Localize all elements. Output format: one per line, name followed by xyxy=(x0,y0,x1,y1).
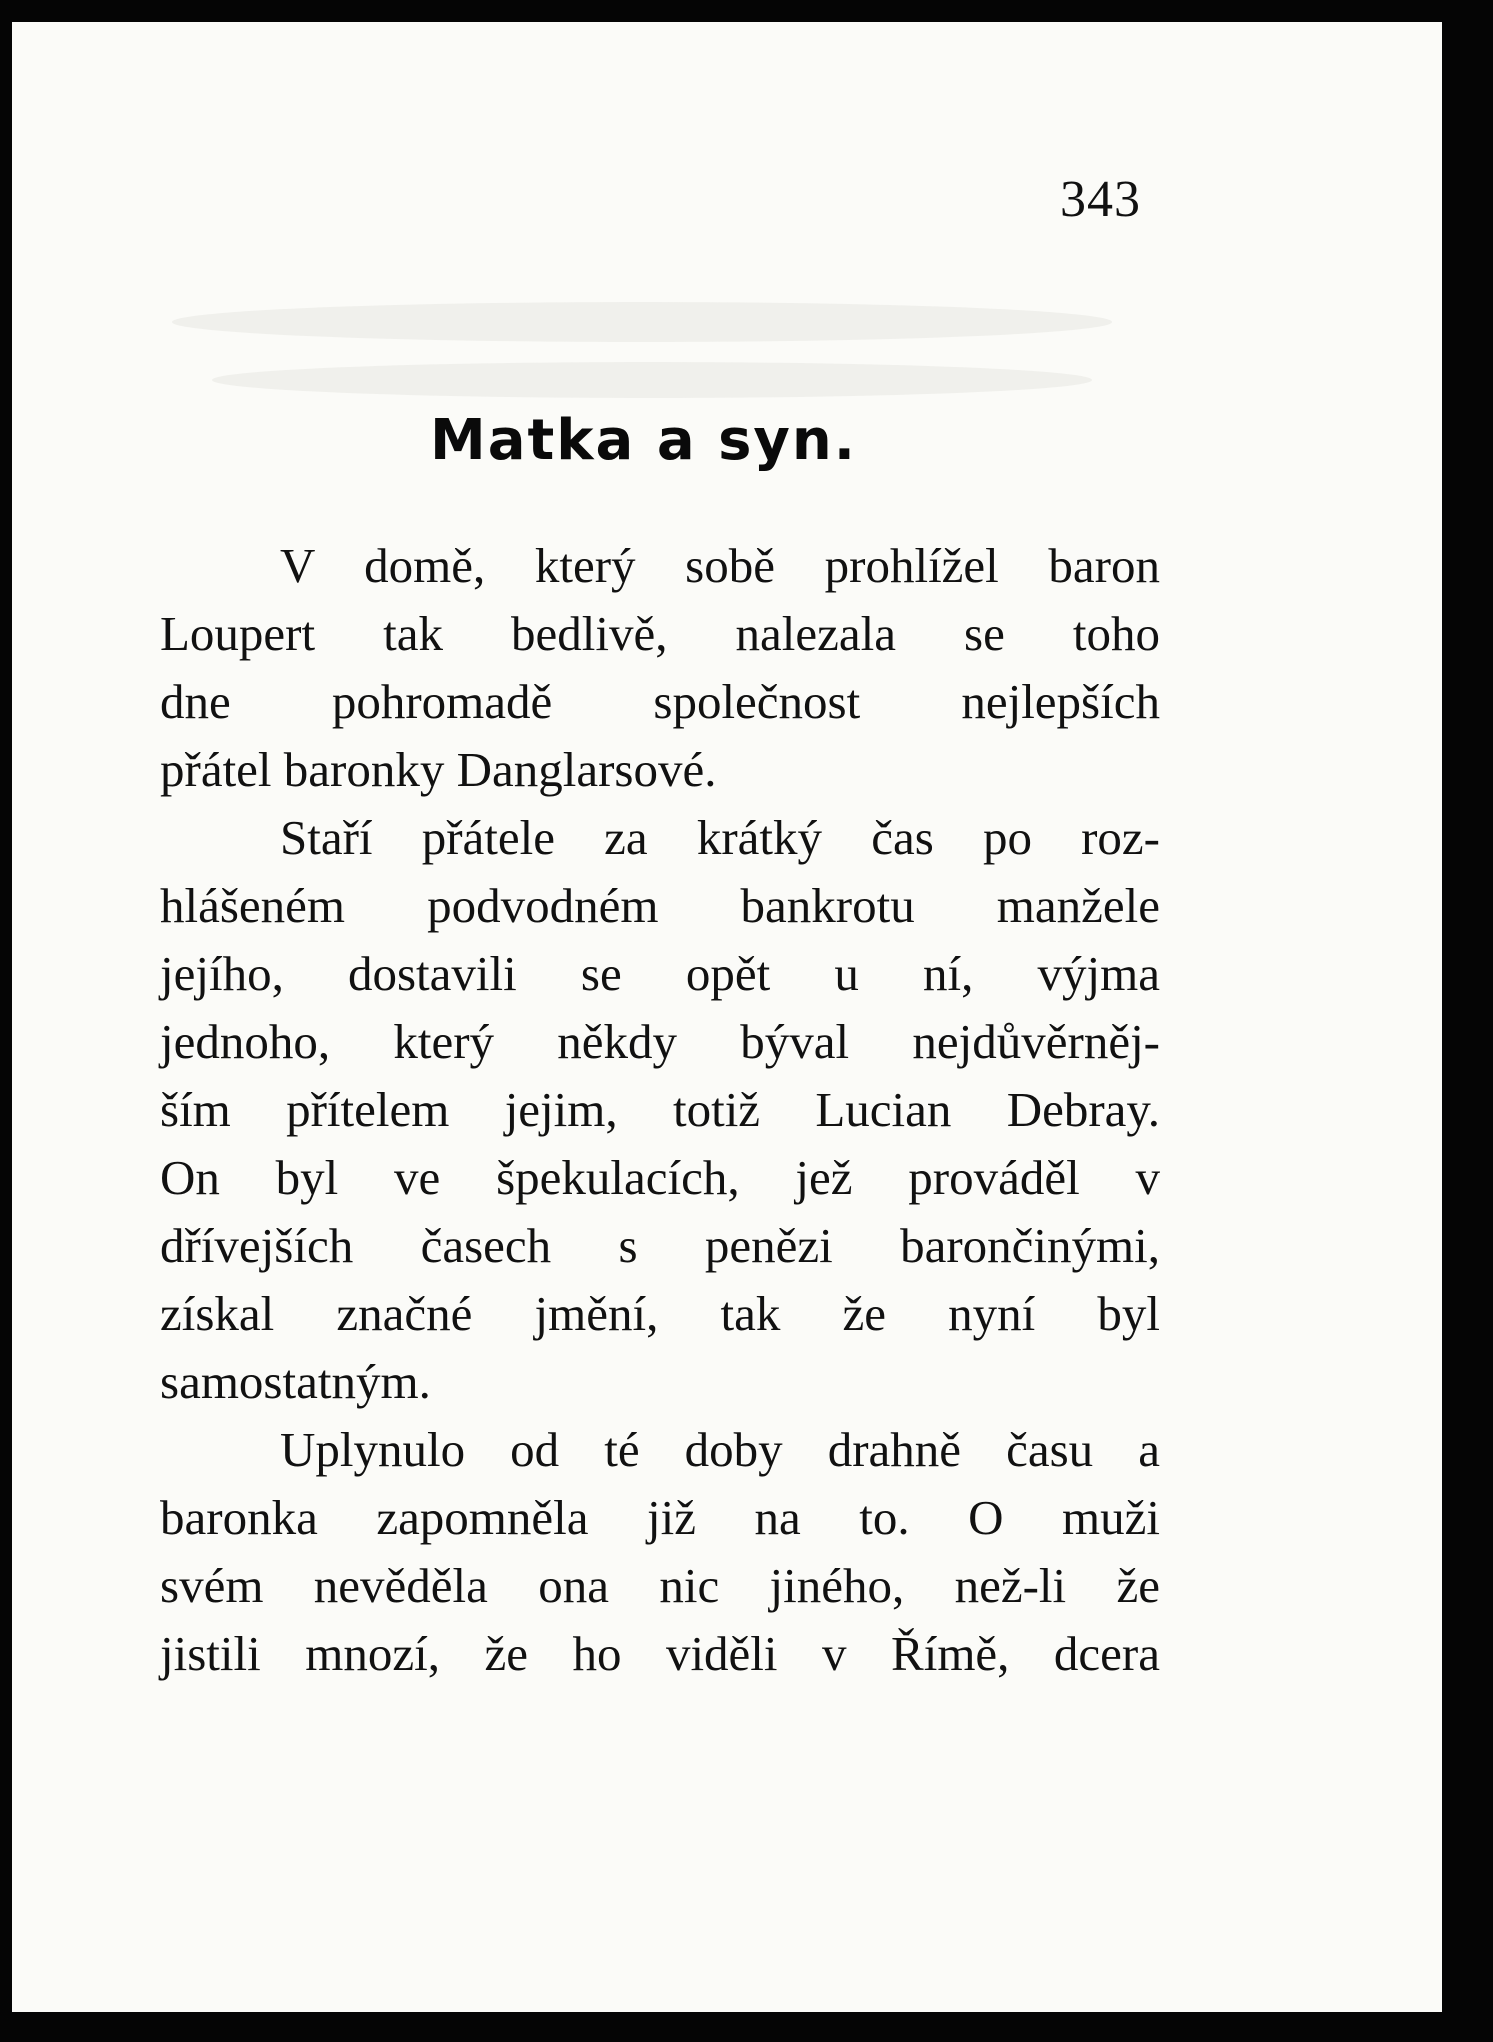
page-number: 343 xyxy=(1060,171,1141,228)
text-line: Uplynulo od té doby drahně času a xyxy=(280,1422,1160,1477)
text-line: V domě, který sobě prohlížel baron xyxy=(280,538,1160,593)
text-line: svém nevěděla ona nic jiného, než-li že xyxy=(160,1558,1160,1613)
text-line: dřívejších časech s penězi barončinými, xyxy=(160,1218,1160,1273)
text-line: On byl ve špekulacích, jež prováděl v xyxy=(160,1150,1160,1205)
text-line: hlášeném podvodném bankrotu manžele xyxy=(160,878,1160,933)
bleed-through-mark xyxy=(212,362,1092,398)
text-line: přátel baronky Danglarsové. xyxy=(160,742,717,797)
bleed-through-mark xyxy=(172,302,1112,342)
text-line: Loupert tak bedlivě, nalezala se toho xyxy=(160,606,1160,661)
chapter-title: Matka a syn. xyxy=(430,408,858,473)
text-line: jistili mnozí, že ho viděli v Římě, dcera xyxy=(160,1626,1160,1681)
text-line: Staří přátele za krátký čas po roz- xyxy=(280,810,1160,865)
text-line: získal značné jmění, tak že nyní byl xyxy=(160,1286,1160,1341)
text-line: jednoho, který někdy býval nejdůvěrněj- xyxy=(160,1014,1160,1069)
text-line: samostatným. xyxy=(160,1354,431,1409)
body-text xyxy=(160,532,1160,1688)
text-line: baronka zapomněla již na to. O muži xyxy=(160,1490,1160,1545)
text-line: ším přítelem jejim, totiž Lucian Debray. xyxy=(160,1082,1160,1137)
text-line: jejího, dostavili se opět u ní, výjma xyxy=(160,946,1160,1001)
text-line: dne pohromadě společnost nejlepších xyxy=(160,674,1160,729)
